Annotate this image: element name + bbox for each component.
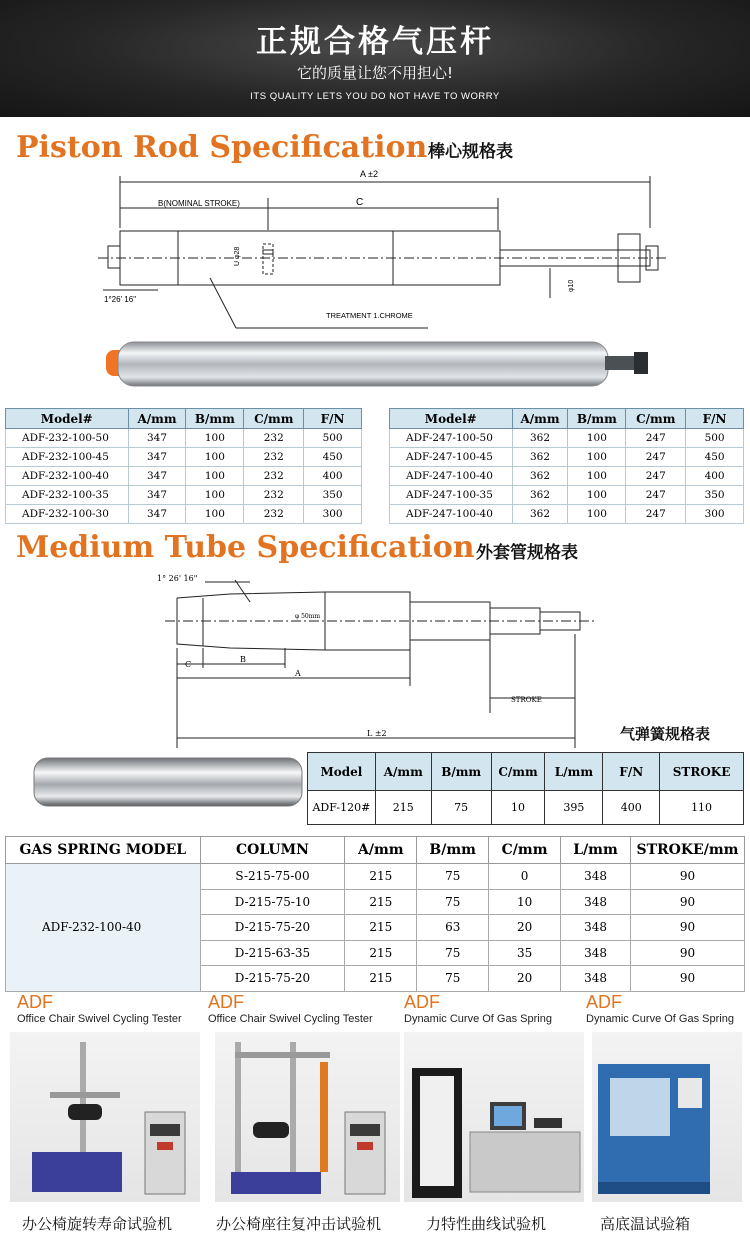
equipment-section [0, 990, 750, 1253]
col-header: B/mm [568, 409, 626, 429]
table-cell: 450 [304, 448, 362, 467]
table-cell: 400 [603, 791, 660, 825]
tube-dim-a: A [295, 669, 301, 678]
piston-rod-photo [100, 336, 660, 394]
dim-c-label: C [356, 197, 364, 208]
gas-spring-model-cell: ADF-232-100-40 [6, 864, 201, 992]
table-cell: 362 [512, 429, 568, 448]
tube-stroke-label: STROKE [511, 696, 542, 704]
table-cell: 90 [630, 940, 744, 966]
spring-spec-table [307, 752, 744, 825]
table-cell: 75 [417, 889, 489, 915]
table-cell: 247 [626, 505, 686, 524]
table-cell: 0 [489, 864, 561, 890]
col-header: A/mm [375, 753, 431, 791]
equipment-brand: ADF [404, 992, 440, 1012]
col-header: A/mm [128, 409, 186, 429]
table-cell: 215 [345, 940, 417, 966]
table-cell: 362 [512, 486, 568, 505]
spring-table-title-cn: 气弹簧规格表 [620, 725, 711, 743]
table-cell: 348 [561, 889, 631, 915]
page-subtitle: 它的质量让您不用担心! [296, 64, 453, 82]
table-cell: 400 [686, 467, 744, 486]
dim-a-label: A ±2 [360, 169, 378, 179]
table-cell: ADF-247-100-50 [390, 429, 513, 448]
table-cell: ADF-247-100-40 [390, 505, 513, 524]
table-row [390, 486, 744, 505]
table-cell: ADF-247-100-40 [390, 467, 513, 486]
temperature-chamber-photo [592, 1032, 742, 1202]
table-cell: 347 [128, 486, 186, 505]
col-header: Model# [390, 409, 513, 429]
table-cell: 500 [304, 429, 362, 448]
table-row [6, 486, 362, 505]
table-cell: 347 [128, 448, 186, 467]
col-header: COLUMN [200, 837, 345, 864]
table-cell: 347 [128, 505, 186, 524]
col-header: GAS SPRING MODEL [6, 837, 201, 864]
col-header: F/N [304, 409, 362, 429]
table-cell: 90 [630, 915, 744, 941]
angle-label: 1°26' 16" [104, 295, 137, 304]
table-cell: 348 [561, 864, 631, 890]
table-cell: 10 [489, 889, 561, 915]
equipment-name-cn: 办公椅旋转寿命试验机 [22, 1215, 173, 1233]
table-cell: 90 [630, 966, 744, 992]
equipment-card [586, 992, 734, 1025]
table-cell: 100 [568, 505, 626, 524]
page-tagline: ITS QUALITY LETS YOU DO NOT HAVE TO WORRY [250, 91, 500, 102]
table-cell: 63 [417, 915, 489, 941]
table-cell: 232 [244, 467, 304, 486]
table-row [6, 429, 362, 448]
table-cell: 10 [491, 791, 545, 825]
table-cell: 215 [345, 864, 417, 890]
table-cell: 395 [545, 791, 603, 825]
table-cell: 232 [244, 505, 304, 524]
table-cell: ADF-247-100-35 [390, 486, 513, 505]
tube-dim-b: B [240, 655, 246, 664]
col-header: B/mm [431, 753, 491, 791]
table-cell: 100 [186, 486, 244, 505]
equipment-card [208, 992, 373, 1025]
equipment-card [17, 992, 182, 1025]
table-cell: 90 [630, 864, 744, 890]
table-row [390, 505, 744, 524]
col-header: B/mm [186, 409, 244, 429]
table-cell: 20 [489, 915, 561, 941]
table-cell: 247 [626, 448, 686, 467]
col-header: F/N [603, 753, 660, 791]
col-header: L/mm [545, 753, 603, 791]
table-cell: ADF-232-100-50 [6, 429, 129, 448]
table-cell: 100 [568, 448, 626, 467]
table-cell: 100 [186, 429, 244, 448]
table-cell: D-215-75-10 [200, 889, 345, 915]
table-cell: 350 [686, 486, 744, 505]
table-cell: 215 [375, 791, 431, 825]
table-cell: 100 [568, 486, 626, 505]
table-cell: 350 [304, 486, 362, 505]
col-header: A/mm [345, 837, 417, 864]
piston-rod-diagram [98, 168, 668, 338]
treatment-label: TREATMENT 1.CHROME [326, 311, 413, 320]
table-cell: S-215-75-00 [200, 864, 345, 890]
col-header: C/mm [626, 409, 686, 429]
col-header: Model# [6, 409, 129, 429]
dim-b-label: B(NOMINAL STROKE) [158, 199, 240, 208]
table-cell: ADF-120# [308, 791, 376, 825]
table-cell: 75 [431, 791, 491, 825]
table-cell: 100 [186, 467, 244, 486]
piston-section-title: Piston Rod Specification [16, 130, 428, 165]
table-cell: 110 [660, 791, 744, 825]
table-cell: 450 [686, 448, 744, 467]
table-cell: 300 [686, 505, 744, 524]
table-cell: 232 [244, 429, 304, 448]
piston-section-title-cn: 棒心规格表 [428, 142, 513, 162]
table-cell: 347 [128, 467, 186, 486]
table-row [6, 864, 745, 890]
tube-angle-label: 1° 26' 16" [157, 574, 198, 583]
table-cell: 100 [568, 429, 626, 448]
table-cell: 348 [561, 940, 631, 966]
table-cell: ADF-247-100-45 [390, 448, 513, 467]
table-row [390, 448, 744, 467]
col-header: F/N [686, 409, 744, 429]
header-banner [0, 0, 750, 117]
table-row [390, 429, 744, 448]
table-cell: ADF-232-100-35 [6, 486, 129, 505]
table-cell: 300 [304, 505, 362, 524]
equipment-name: Dynamic Curve Of Gas Spring [586, 1013, 734, 1025]
tube-dim-c: C [185, 660, 192, 669]
table-cell: 215 [345, 889, 417, 915]
equipment-card [404, 992, 552, 1025]
table-cell: ADF-232-100-40 [6, 467, 129, 486]
tube-section-title: Medium Tube Specification [16, 530, 475, 565]
table-cell: 100 [186, 505, 244, 524]
table-cell: 232 [244, 486, 304, 505]
col-header: C/mm [491, 753, 545, 791]
equipment-name: Office Chair Swivel Cycling Tester [17, 1013, 182, 1025]
page-title: 正规合格气压杆 [256, 24, 494, 60]
table-cell: 348 [561, 966, 631, 992]
table-row [390, 467, 744, 486]
col-header: STROKE/mm [630, 837, 744, 864]
table-cell: 347 [128, 429, 186, 448]
equipment-name-cn: 力特性曲线试验机 [426, 1215, 547, 1233]
table-cell: 247 [626, 429, 686, 448]
table-row [6, 448, 362, 467]
col-header: A/mm [512, 409, 568, 429]
swivel-tester-photo [10, 1032, 200, 1202]
table-cell: ADF-232-100-30 [6, 505, 129, 524]
table-cell: 362 [512, 467, 568, 486]
tube-photo [32, 756, 304, 808]
table-cell: 232 [244, 448, 304, 467]
col-header: Model [308, 753, 376, 791]
table-cell: 362 [512, 505, 568, 524]
dynamic-curve-tester-photo [404, 1032, 584, 1202]
col-header: C/mm [244, 409, 304, 429]
col-header: B/mm [417, 837, 489, 864]
rod-diameter-label: φ10 [568, 279, 575, 292]
table-cell: 20 [489, 966, 561, 992]
tube-dim-l: L ±2 [367, 729, 387, 738]
equipment-brand: ADF [208, 992, 244, 1012]
seat-impact-tester-photo [215, 1032, 400, 1202]
piston-table-left [5, 408, 362, 524]
table-cell: 90 [630, 889, 744, 915]
table-cell: 500 [686, 429, 744, 448]
table-cell: 75 [417, 940, 489, 966]
table-cell: 215 [345, 915, 417, 941]
table-cell: D-215-75-20 [200, 915, 345, 941]
table-row [6, 467, 362, 486]
equipment-brand: ADF [17, 992, 53, 1012]
tube-diagram [105, 568, 605, 748]
table-cell: 348 [561, 915, 631, 941]
gas-spring-table [5, 836, 745, 992]
table-cell: 100 [568, 467, 626, 486]
table-row [308, 791, 744, 825]
table-cell: ADF-232-100-45 [6, 448, 129, 467]
col-header: L/mm [561, 837, 631, 864]
equipment-name-cn: 办公椅座往复冲击试验机 [216, 1215, 382, 1233]
table-cell: 215 [345, 966, 417, 992]
table-cell: 247 [626, 467, 686, 486]
table-cell: 75 [417, 864, 489, 890]
tube-section-title-cn: 外套管规格表 [476, 543, 578, 563]
table-cell: 75 [417, 966, 489, 992]
table-cell: 247 [626, 486, 686, 505]
diameter-label: U φ28 [234, 246, 241, 266]
tube-diameter-label: φ 50mm [295, 613, 321, 620]
table-cell: 400 [304, 467, 362, 486]
equipment-name: Dynamic Curve Of Gas Spring [404, 1013, 552, 1025]
table-cell: 100 [186, 448, 244, 467]
equipment-brand: ADF [586, 992, 622, 1012]
equipment-name-cn: 高底温试验箱 [600, 1215, 691, 1233]
table-row [6, 505, 362, 524]
equipment-name: Office Chair Swivel Cycling Tester [208, 1013, 373, 1025]
col-header: STROKE [660, 753, 744, 791]
table-cell: D-215-75-20 [200, 966, 345, 992]
piston-table-right [389, 408, 744, 524]
table-cell: 35 [489, 940, 561, 966]
table-cell: 362 [512, 448, 568, 467]
col-header: C/mm [489, 837, 561, 864]
table-cell: D-215-63-35 [200, 940, 345, 966]
